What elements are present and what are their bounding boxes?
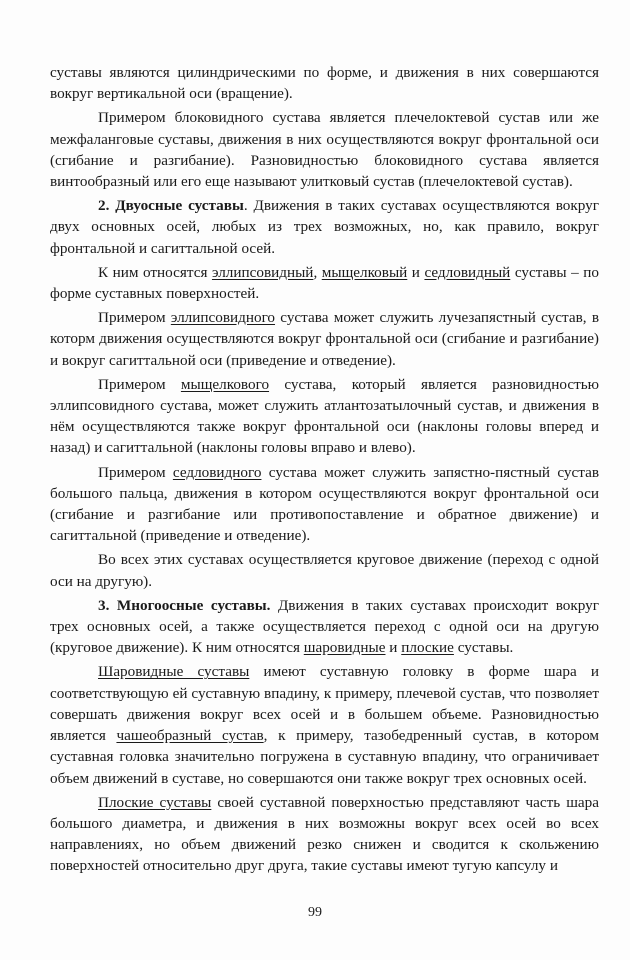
text-run: суставы являются цилиндрическими по форме, и движения в них совершаются вокруг вертикальной оси (вращение). [50, 64, 599, 103]
underlined-term: шаровидные [303, 639, 386, 657]
paragraph [50, 107, 599, 192]
text-run: суставы. [453, 639, 514, 657]
page-number: 99 [308, 905, 322, 920]
underlined-term: эллипсовидного [170, 309, 276, 327]
paragraph [50, 195, 599, 259]
underlined-term: седловидного [172, 463, 262, 481]
paragraph [50, 661, 599, 788]
text-run: , к примеру, тазобедренный сустав, в котором суставная головка значительно погружена в суставную впадину, что ограничивает объем движений в суставе, но совершаются они также вокруг трех основных осей. [50, 727, 600, 787]
paragraph [50, 262, 599, 304]
text-run: сустава может служить запястно-пястный сустав большого пальца, движения в котором осуществляются вокруг фронтальной оси (сгибание и разгибание или противопоставление и обратное движение) и сагиттальной (приведение и отведение). [50, 463, 599, 545]
text-run: , [313, 263, 322, 281]
underlined-term: Шаровидные суставы [98, 663, 250, 681]
paragraph [50, 549, 599, 591]
paragraph [50, 595, 599, 659]
text-run: своей суставной поверхностью представляют часть шара большого диаметра, и движения в них возможны вокруг всех осей во всех направлениях, но объем движений резко снижен и сводится к скольжению поверхностей относительно друг друга, такие суставы имеют тугую капсулу и [50, 793, 599, 875]
paragraph [50, 62, 599, 104]
bold-heading: 3. Многоосные суставы. [98, 596, 271, 614]
text-run: и [385, 639, 402, 657]
paragraph [50, 307, 599, 371]
underlined-term: Плоские суставы [98, 793, 212, 811]
underlined-term: седловидный [424, 263, 511, 281]
text-run: Примером [98, 375, 181, 393]
text-run: Во всех этих суставах осуществляется круговое движение (переход с одной оси на другую). [50, 551, 599, 590]
paragraph [50, 462, 599, 547]
text-run: . Движения в таких суставах осуществляются вокруг двух основных осей, любых из трех возможных, но, как правило, вокруг фронтальной и сагиттальной осей. [50, 197, 599, 257]
text-run: Движения в таких суставах происходит вокруг трех основных осей, а также осуществляется переход с одной оси на другую (круговое движение). К ним относятся [50, 596, 599, 657]
text-run: К ним относятся [98, 263, 212, 281]
text-run: и [407, 263, 425, 281]
paragraph [50, 374, 599, 459]
underlined-term: мыщелковый [321, 263, 408, 281]
text-run: Примером [98, 463, 173, 481]
body-text [50, 62, 599, 880]
underlined-term: эллипсовидный [211, 263, 314, 281]
text-run: сустава, который является разновидностью эллипсовидного сустава, может служить атлантозатылочный сустав, и движения в нём осуществляются также вокруг фронтальной оси (наклоны головы вперед и назад) и сагиттальной (наклоны головы вправо и влево). [50, 375, 599, 457]
text-run: имеют суставную головку в форме шара и соответствующую ей суставную впадину, к примеру, плечевой сустав, что позволяет совершать движения вокруг всех осей и в большем объеме. Разновидностью является [50, 663, 599, 745]
text-run: суставы – по форме суставных поверхностей. [50, 263, 599, 303]
text-run: Примером [98, 309, 171, 327]
bold-heading: 2. Двуосные суставы [98, 197, 244, 215]
text-run: сустава может служить лучезапястный сустав, в которм движения осуществляются вокруг фронтальной оси (сгибание и разгибание) и вокруг сагиттальной оси (приведение и отведение). [50, 309, 599, 369]
text-run: Примером блоковидного сустава является плечелоктевой сустав или же межфаланговые суставы, движения в них осуществляются вокруг фронтальной оси (сгибание и разгибание). Разновидностью блоковидного сустава является винтообразный или его еще называют улитковый сустав (плечелоктевой сустав). [50, 109, 599, 191]
underlined-term: плоские [401, 639, 454, 657]
underlined-term: мыщелкового [180, 375, 270, 393]
underlined-term: чашеобразный сустав [116, 727, 264, 745]
paragraph [50, 792, 599, 877]
